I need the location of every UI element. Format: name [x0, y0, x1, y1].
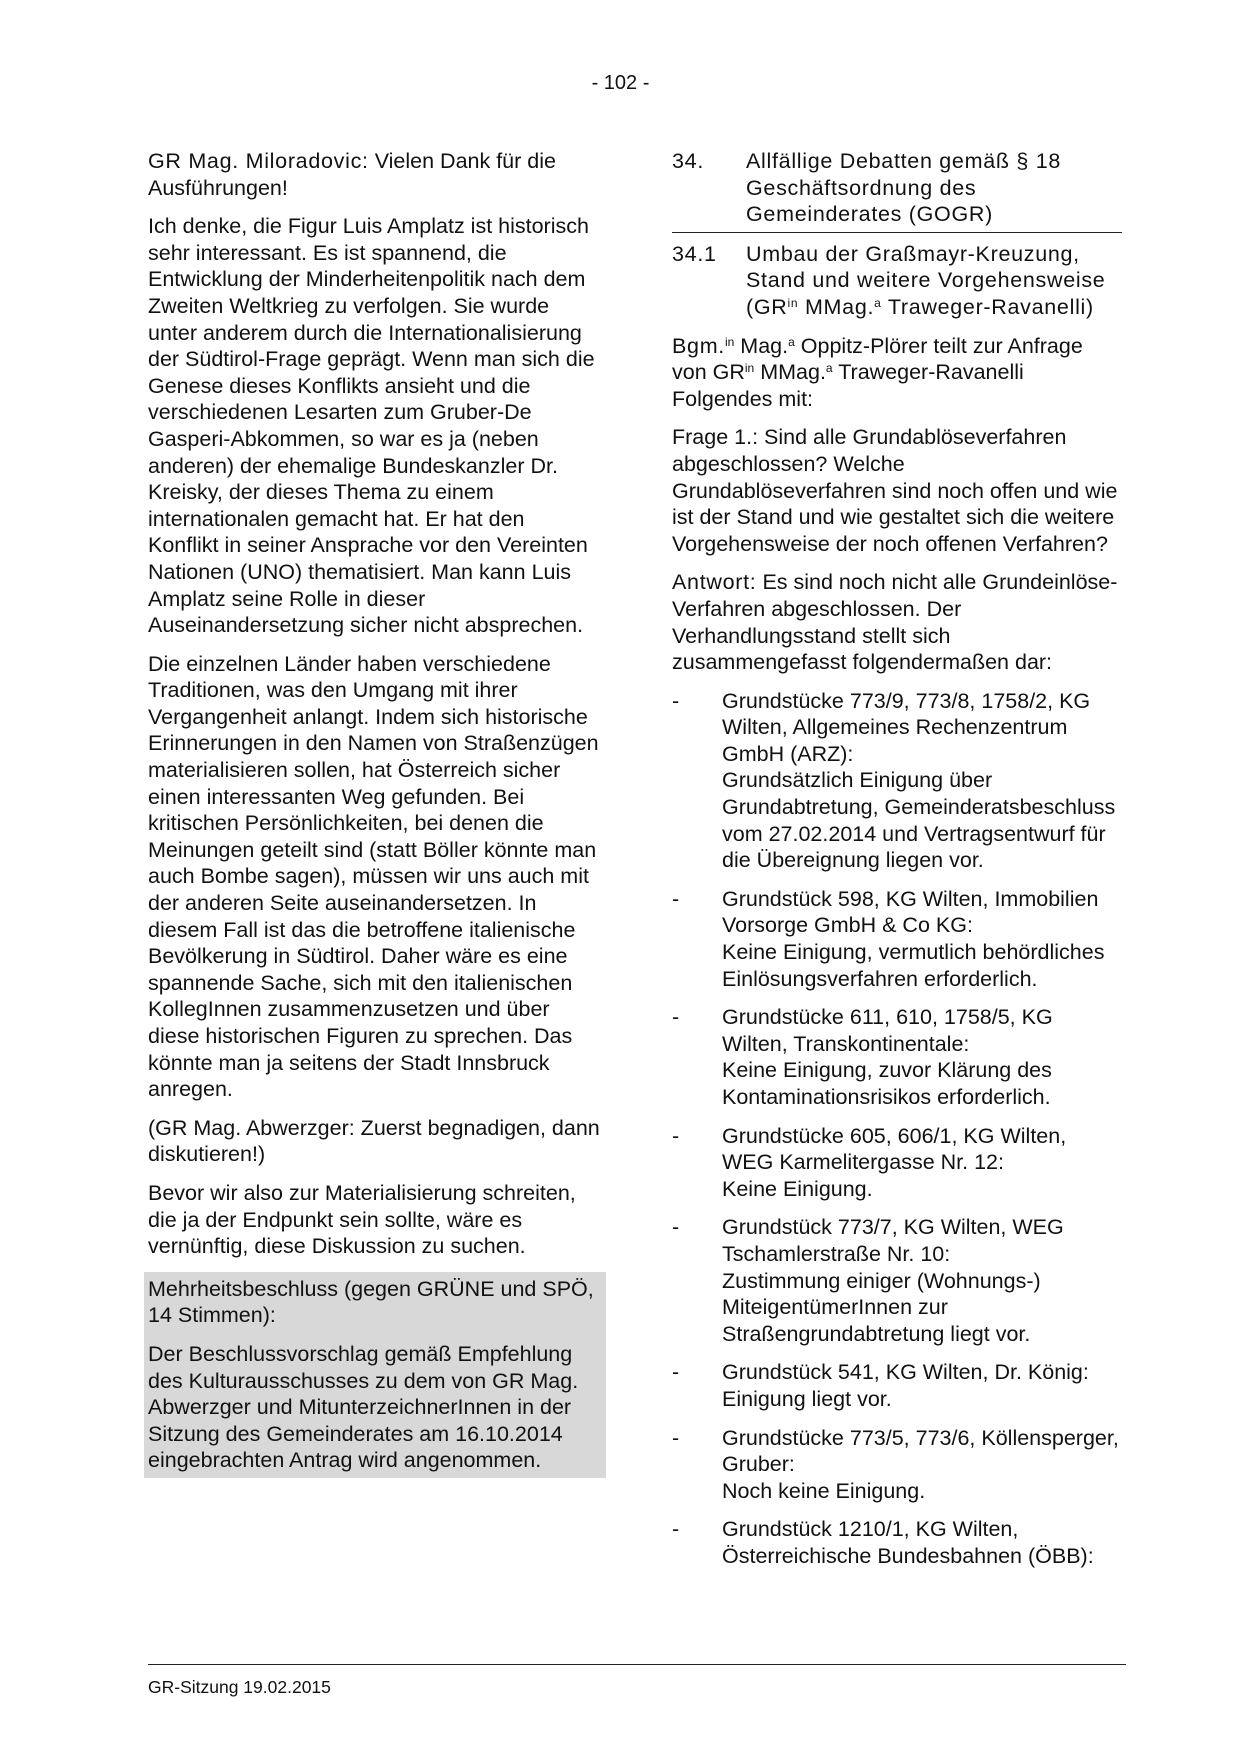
subsection-title-part: Traweger-Ravanelli): [881, 294, 1094, 319]
list-item-body: [722, 1516, 1122, 1569]
section-heading: [672, 148, 1122, 233]
list-item: [672, 1214, 1122, 1347]
speaker-paragraph: [148, 148, 600, 201]
list-item-body: [722, 886, 1122, 992]
list-item: [672, 1123, 1122, 1203]
subsection-title-part: MMag.: [798, 294, 875, 319]
intro-part: Bgm.: [672, 333, 725, 358]
answer-label: Antwort:: [672, 570, 757, 595]
list-item-status: Keine Einigung.: [722, 1176, 873, 1201]
superscript: in: [744, 361, 755, 376]
speaker-name: GR Mag. Miloradovic:: [148, 149, 369, 173]
list-dash: -: [672, 1215, 680, 1240]
section-number: 34.: [672, 149, 704, 173]
list-item-status: Grundsätzlich Einigung über Grundabtretung, Gemeinderatsbeschluss vom 27.02.2014 und Vertragsentwurf für die Übereignung liegen vor.: [722, 768, 1116, 873]
footer-text: GR-Sitzung 19.02.2015: [148, 1677, 331, 1697]
list-item-body: [722, 688, 1122, 874]
list-dash: -: [672, 1123, 680, 1148]
list-item-status: Einigung liegt vor.: [722, 1386, 892, 1411]
list-item-title: Grundstück 541, KG Wilten, Dr. König:: [722, 1360, 1089, 1385]
body-paragraph: Bevor wir also zur Materialisierung schreiten, die ja der Endpunkt sein sollte, wäre es vernünftig, diese Diskussion zu suchen.: [148, 1180, 576, 1259]
list-dash: -: [672, 886, 680, 911]
subsection-heading: [672, 241, 1122, 321]
list-item-title: Grundstück 598, KG Wilten, Immobilien Vorsorge GmbH & Co KG:: [722, 886, 1099, 938]
list-item-status: Zustimmung einiger (Wohnungs-) MiteigentümerInnen zur Straßengrundabtretung liegt vor.: [722, 1268, 1041, 1346]
list-item: [672, 1004, 1122, 1110]
intro-part: Mag.: [734, 333, 789, 358]
list-item: [672, 1516, 1122, 1569]
answer-text: Es sind noch nicht alle Grundeinlöse-Verfahren abgeschlossen. Der Verhandlungsstand stellt sich zusammengefasst folgendermaßen dar:: [672, 570, 1118, 675]
list-item: [672, 688, 1122, 874]
list-item-title: Grundstück 1210/1, KG Wilten, Österreichische Bundesbahnen (ÖBB):: [722, 1517, 1094, 1568]
answer-paragraph: [672, 569, 1122, 675]
subsection-number: 34.1: [672, 241, 717, 266]
footer-divider: [148, 1664, 1126, 1665]
intro-part: Oppitz-Plörer teilt zur Anfrage von GR: [672, 333, 1083, 385]
body-paragraph: Ich denke, die Figur Luis Amplatz ist historisch sehr interessant. Es ist spannend, die Entwicklung der Minderheitenpolitik nach dem Zweiten Weltkrieg zu verfolgen. Sie wurde unter anderem durch die Internationalisierung der Südtirol-Frage geprägt. Wenn man sich die Genese dieses Konflikts ansieht und die verschiedenen Lesarten zum Gruber-De Gasperi-Abkommen, so war es ja (neben anderen) der ehemalige Bundeskanzler Dr. Kreisky, der dieses Thema zu einem internationalen gemacht hat. Er hat den Konflikt in seiner Ansprache vor den Vereinten Nationen (UNO) thematisiert. Man kann Luis Amplatz seine Rolle in dieser Auseinandersetzung sicher nicht absprechen.: [148, 214, 595, 638]
superscript: a: [825, 361, 833, 376]
section-title: Allfällige Debatten gemäß § 18 Geschäftsordnung des Gemeinderates (GOGR): [746, 149, 1062, 227]
list-item-title: Grundstück 773/7, KG Wilten, WEG Tschamlerstraße Nr. 10:: [722, 1215, 1064, 1266]
list-item-status: Keine Einigung, vermutlich behördliches Einlösungsverfahren erforderlich.: [722, 940, 1105, 991]
left-column: [148, 148, 600, 1478]
list-item-title: Grundstücke 773/5, 773/6, Köllensperger, Gruber:: [722, 1425, 1119, 1477]
subsection-title-part: Umbau der Graßmayr-Kreuzung, Stand und weitere Vorgehensweise (GR: [746, 241, 1106, 319]
list-item-status: Noch keine Einigung.: [722, 1478, 926, 1503]
subsection-title: [746, 241, 1122, 321]
list-dash: -: [672, 1517, 680, 1542]
resolution-title: Mehrheitsbeschluss (gegen GRÜNE und SPÖ, 14 Stimmen):: [148, 1276, 594, 1328]
list-dash: -: [672, 1360, 680, 1385]
interjection-paragraph: (GR Mag. Abwerzger: Zuerst begnadigen, dann diskutieren!): [148, 1115, 600, 1167]
list-item-body: [722, 1359, 1122, 1412]
question-paragraph: Frage 1.: Sind alle Grundablöseverfahren abgeschlossen? Welche Grundablöseverfahren sind noch offen und wie ist der Stand und wie gestaltet sich die weitere Vorgehensweise der noch offenen Verfahren?: [672, 425, 1118, 556]
list-item-body: [722, 1425, 1122, 1505]
intro-part: MMag.: [754, 360, 826, 385]
intro-paragraph: [672, 333, 1122, 413]
intro-part: Traweger-Ravanelli Folgendes mit:: [672, 360, 1024, 411]
list-dash: -: [672, 688, 680, 713]
superscript: in: [787, 295, 799, 310]
page-number: - 102 -: [591, 72, 650, 94]
speaker-text: Vielen Dank für die Ausführungen!: [148, 149, 556, 200]
list-item-title: Grundstücke 773/9, 773/8, 1758/2, KG Wilten, Allgemeines Rechenzentrum GmbH (ARZ):: [722, 688, 1091, 766]
right-column: [672, 148, 1122, 1582]
list-item-status: Keine Einigung, zuvor Klärung des Kontaminationsrisikos erforderlich.: [722, 1058, 1052, 1109]
list-dash: -: [672, 1425, 680, 1450]
list-item-body: [722, 1004, 1122, 1110]
resolution-text: Der Beschlussvorschlag gemäß Empfehlung des Kulturausschusses zu dem von GR Mag. Abwerzger und MitunterzeichnerInnen in der Sitzung des Gemeinderates am 16.10.2014 eingebrachten Antrag wird angenommen.: [148, 1341, 579, 1473]
list-item-title: Grundstücke 605, 606/1, KG Wilten, WEG Karmelitergasse Nr. 12:: [722, 1123, 1067, 1175]
superscript: a: [788, 334, 795, 349]
list-item-body: [722, 1214, 1122, 1347]
superscript: in: [724, 334, 735, 349]
list-item: [672, 886, 1122, 992]
list-item: [672, 1359, 1122, 1412]
property-list: [672, 688, 1122, 1570]
body-paragraph: Die einzelnen Länder haben verschiedene Traditionen, was den Umgang mit ihrer Vergangenheit anlangt. Indem sich historische Erinnerungen in den Namen von Straßenzügen materialisieren sollen, hat Österreich sicher einen interessanten Weg gefunden. Bei kritischen Persönlichkeiten, bei denen die Meinungen geteilt sind (statt Böller könnte man auch Bombe sagen), müssen wir uns auch mit der anderen Seite auseinandersetzen. In diesem Fall ist das die betroffene italienische Bevölkerung in Südtirol. Daher wäre es eine spannende Sache, sich mit den italienischen KollegInnen zusammenzusetzen und über diese historischen Figuren zu sprechen. Das könnte man ja seitens der Stadt Innsbruck anregen.: [148, 651, 599, 1102]
list-item: [672, 1425, 1122, 1505]
resolution-box: [144, 1272, 606, 1478]
list-item-title: Grundstücke 611, 610, 1758/5, KG Wilten, Transkontinentale:: [722, 1005, 1053, 1056]
list-item-body: [722, 1123, 1122, 1203]
superscript: a: [874, 295, 882, 310]
list-dash: -: [672, 1005, 680, 1030]
